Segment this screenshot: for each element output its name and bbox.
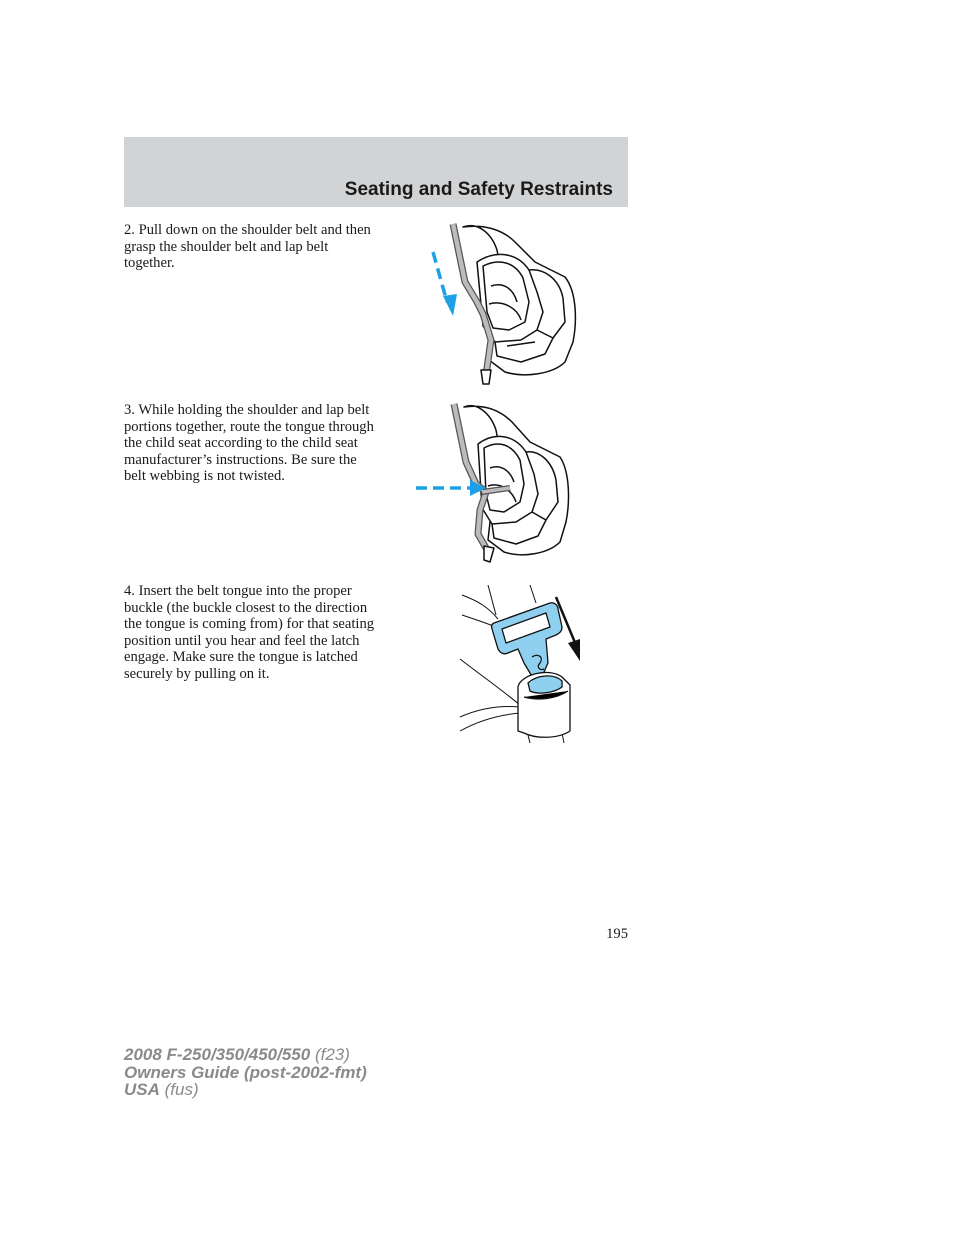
- child-seat-route-tongue-illustration: [414, 402, 574, 568]
- page-number: 195: [606, 926, 628, 942]
- step-2-text: 2. Pull down on the shoulder belt and then grasp the shoulder belt and lap belt together.: [124, 222, 371, 271]
- child-seat-pull-belt-illustration: [425, 222, 585, 388]
- section-title: Seating and Safety Restraints: [344, 179, 613, 200]
- footer-line-3: USA (fus): [124, 1080, 199, 1099]
- step-3-text: 3. While holding the shoulder and lap belt portions together, route the tongue through the child seat according to the child seat manufacturer’s instructions. Be sure the belt webbing is not twisted.: [124, 402, 374, 484]
- footer-line-2: Owners Guide (post-2002-fmt): [124, 1062, 367, 1082]
- section-header-band: [124, 137, 628, 207]
- step-4-text: 4. Insert the belt tongue into the proper buckle (the buckle closest to the direction the tongue is coming from) for that seating position until you hear and feel the latch engage. Make sure the tongue is latched securely by pulling on it.: [124, 583, 375, 682]
- footer-line-1: 2008 F-250/350/450/550 (f23): [124, 1045, 350, 1064]
- buckle-insert-tongue-illustration: [458, 583, 588, 747]
- document-footer: [124, 1046, 367, 1099]
